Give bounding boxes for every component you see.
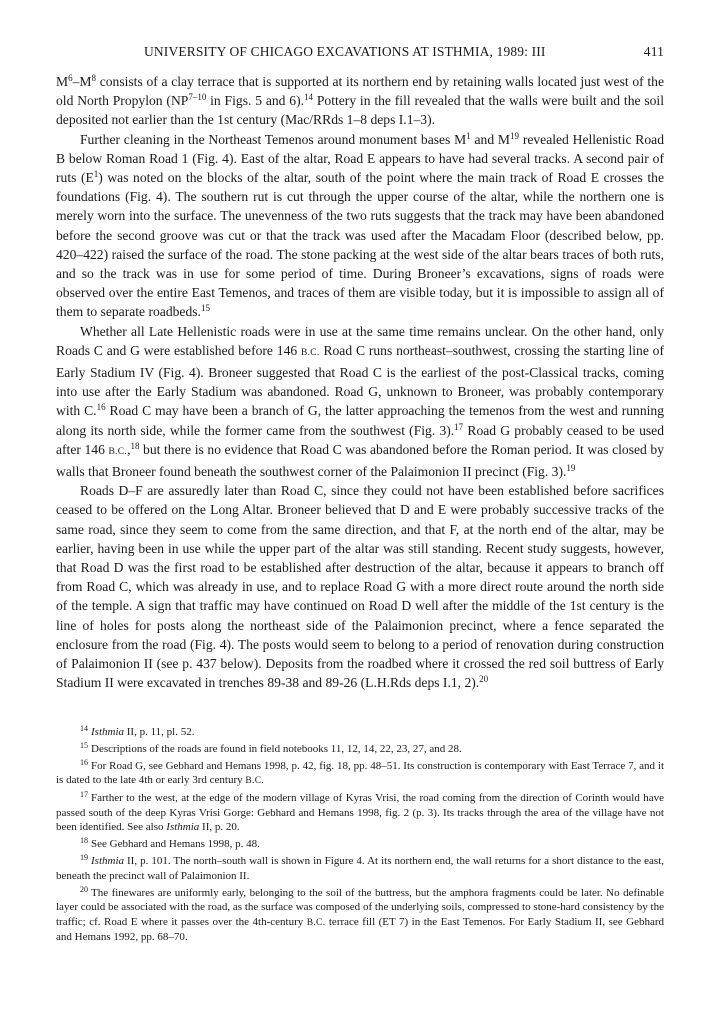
footnote-ref[interactable]: 14 [304,92,314,103]
running-header [56,44,664,72]
footnote-19 [56,854,664,883]
footnote-ref[interactable]: 19 [566,463,576,474]
italic-title: Isthmia [91,855,124,867]
superscript: 1 [93,169,99,180]
paragraph-2 [56,130,664,322]
footnote-text: II, p. 20. [199,821,240,833]
text: Road C may have been a branch of G, the latter approaching the temenos from the west and running along its north side, while the former came from the southwest (Fig. 3). [56,403,664,438]
paragraph-4 [56,481,664,692]
footnote-number: 15 [80,740,88,750]
text: M [79,74,92,89]
era-abbrev: B.C. [301,347,320,358]
footnote-text: II, p. 101. The north–south wall is shown in Figure 4. At its northern end, the wall returns for a short distance to the east, beneath the precinct wall of Palaimonion II. [56,855,664,882]
footnote-15 [56,742,664,757]
text: and M [470,131,511,147]
text: revealed Hellenistic Road B below Roman Road 1 (Fig. 4). East of the altar, Road E appears to have had several tracks. A second pair of ruts (E [56,131,665,186]
footnote-ref[interactable]: 18 [130,440,140,451]
text: Further cleaning in the Northeast Temenos around monument bases M [80,131,467,147]
body-text [56,72,664,693]
text: but there is no evidence that Road C was abandoned before the Roman period. It was closed by walls that Broneer found beneath the southwest corner of the Palaimonion II precinct (Fig. 3). [56,441,664,480]
text: – [72,74,80,89]
footnote-20 [56,886,664,945]
footnotes [56,725,664,945]
text: Whether all Late Hellenistic roads were in use at the same time remains unclear. On the other hand, only Roads C and G were established before 146 [56,323,664,358]
italic-title: Isthmia [166,821,200,833]
footnote-number: 19 [80,853,88,862]
footnote-number: 20 [80,884,88,894]
footnote-text: Farther to the west, at the edge of the modern village of Kyras Vrisi, the road coming from the direction of Corinth would have passed south of the deep Kyras Vrisi Gorge: Gebhard and Hemans 1998, fig. 2 (p. 3). Its tracks through the area of the village have not been identified. See also [56,792,664,833]
text: Pottery in the fill revealed that the walls were built and the soil deposited not earlier than the 1st century (Mac/RRds 1–8 deps I.1–3). [56,93,664,128]
running-title: UNIVERSITY OF CHICAGO EXCAVATIONS AT ISTHMIA, 1989: III [144,44,546,59]
text: Road C runs northeast–southwest, crossing the starting line of Early Stadium IV (Fig. 4). Broneer suggested that Road C is the earliest of the post-Classical tracks, coming into use after the Early Stadium was abandoned. Road G, unknown to Broneer, was probably contemporary with C. [56,342,664,419]
footnote-text: Descriptions of the roads are found in field notebooks 11, 12, 14, 22, 23, 27, and 28. [91,742,462,755]
text: in Figs. 5 and 6). [206,93,305,109]
italic-title: Isthmia [91,725,124,738]
paragraph-3 [56,322,664,482]
footnote-ref[interactable]: 15 [200,303,210,314]
era-abbrev: B.C. [245,776,265,786]
footnote-14 [56,725,664,740]
footnote-text: The finewares are uniformly early, belonging to the soil of the buttress, but the amphora fragments could be later. No definable layer could be associated with the road, as the surface was composed of the underlying soils, compressed to stone-hard consistency by the traffic; cf. Road E where it passes over the 4th-century [56,886,664,928]
text: Road G probably ceased to be used after 146 [56,422,664,457]
footnote-ref[interactable]: 17 [454,421,464,432]
superscript: 19 [510,130,520,141]
footnote-text: II, p. 11, pl. 52. [124,725,195,738]
superscript: 1 [466,130,471,141]
page-number: 411 [643,44,664,59]
paragraph-1 [56,72,664,130]
text: ) was noted on the blocks of the altar, south of the point where the main track of Road E crosses the foundations (Fig. 4). The southern rut is cut through the upper course of the altar, while the northern one is merely worn into the surface. The unevenness of the two ruts suggests that the track may have been abandoned before the second groove was cut or that the track was used after the Macadam Floor (described below, pp. 420–422) raised the surface of the road. The stone packing at the west side of the altar bears traces of both ruts, and so the track was in use for some period of time. During Broneer’s excavations, signs of roads were observed over the entire East Temenos, and traces of them are visible today, but it is impossible to assign all of them to separate roadbeds. [56,170,665,320]
footnote-text: terrace fill (ET 7) in the East Temenos. For Early Stadium II, see Gebhard and Hemans 1992, pp. 68–70. [56,915,664,943]
footnote-text: See Gebhard and Hemans 1998, p. 48. [91,838,260,850]
superscript: 6 [68,73,73,83]
text: , [127,441,131,457]
era-abbrev: B.C. [306,917,326,928]
superscript: 7–10 [188,92,207,103]
text: Roads D–F are assuredly later than Road C, since they could not have been established before sacrifices ceased to be offered on the Long Altar. Broneer believed that D and E were probably successive tracks of the same road, since they seem to come from the same direction, and that F, at the north end of the altar, may be earlier, having been in use while the upper part of the altar was still standing. Recent study suggests, however, that Road D was the first road to be established after destruction of the altar, because it appears to branch off from Road C, which was already in use, and to replace Road G with a more direct route around the north side of the temple. A sign that traffic may have continued on Road D well after the middle of the 1st century is the line of holes for posts along the northeast side of the Palaimonion precinct, where a fence separated the enclosure from the road (Fig. 4). The posts would seem to belong to a period of renovation during construction of Palaimonion II (see p. 437 below). Deposits from the roadbed where it crossed the red soil buttress of Early Stadium II were excavated in trenches 89-38 and 89-26 (L.H.Rds deps I.1, 2). [56,483,664,691]
superscript: 8 [91,73,96,83]
footnote-text: For Road G, see Gebhard and Hemans 1998, p. 42, fig. 18, pp. 48–51. Its construction is contemporary with East Terrace 7, and it is dated to the late 4th or early 3rd century [56,759,664,786]
footnote-ref[interactable]: 16 [96,402,106,413]
page [56,44,664,947]
text: M [56,74,69,89]
footnote-number: 14 [80,723,88,733]
text: consists of a clay terrace that is supported at its northern end by retaining walls located just west of the old North Propylon (NP [56,74,664,109]
footnote-18 [56,837,664,852]
footnote-number: 16 [80,757,88,767]
footnote-number: 17 [80,790,88,799]
footnote-16 [56,759,664,789]
footnote-ref[interactable]: 20 [479,674,489,685]
footnote-17 [56,791,664,835]
era-abbrev: B.C. [108,446,128,457]
footnote-number: 18 [80,836,88,845]
